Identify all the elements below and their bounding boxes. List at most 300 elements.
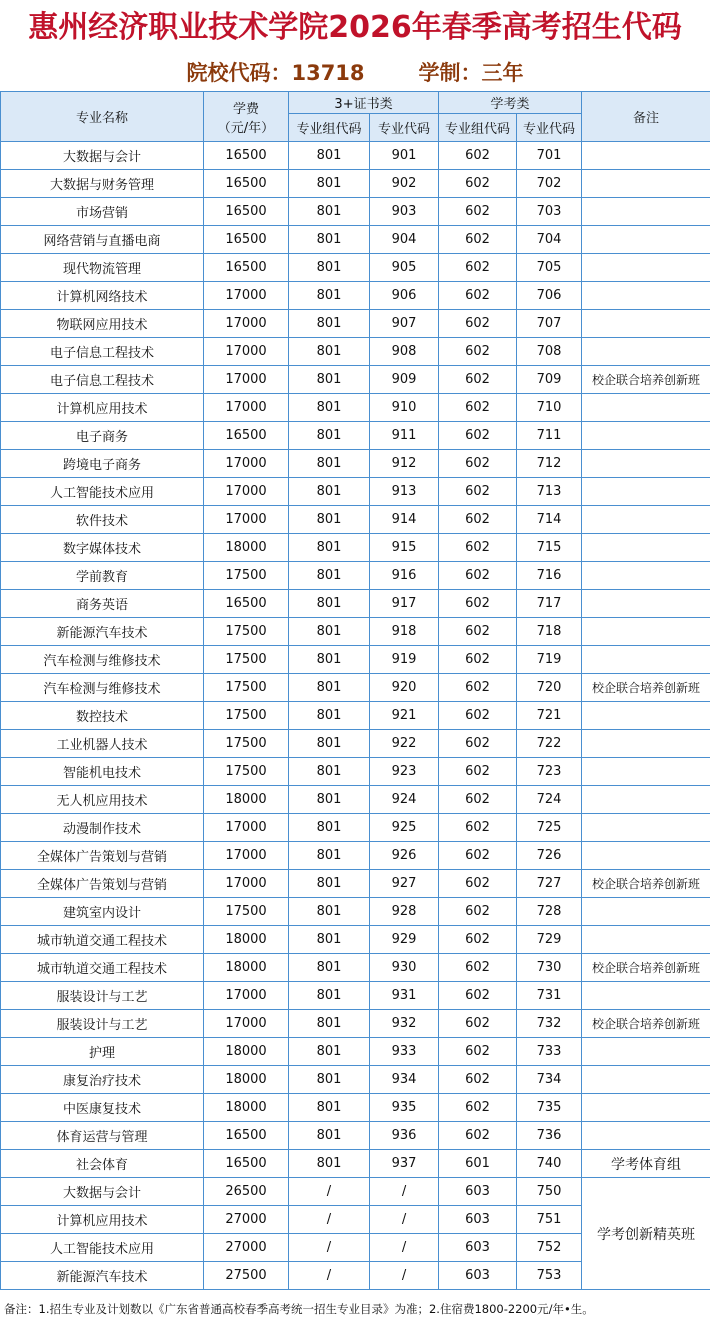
major-name-cell: 体育运营与管理 xyxy=(1,1122,204,1150)
study-group-code-cell: 602 xyxy=(439,394,517,422)
cert-group-code-cell: 801 xyxy=(289,1122,370,1150)
major-name-cell: 电子商务 xyxy=(1,422,204,450)
cert-group-code-cell: 801 xyxy=(289,1066,370,1094)
cert-group-code-cell: 801 xyxy=(289,1150,370,1178)
table-row xyxy=(1,758,710,786)
fee-cell: 27500 xyxy=(204,1262,289,1290)
cert-major-code-cell: 913 xyxy=(370,478,439,506)
cert-group-code-cell: 801 xyxy=(289,590,370,618)
study-group-code-cell: 602 xyxy=(439,954,517,982)
header-remark: 备注 xyxy=(582,92,710,142)
remark-cell xyxy=(582,478,710,506)
cert-group-code-cell: 801 xyxy=(289,702,370,730)
major-name-cell: 跨境电子商务 xyxy=(1,450,204,478)
remark-cell: 学考体育组 xyxy=(582,1150,710,1178)
cert-major-code-cell: 921 xyxy=(370,702,439,730)
study-group-code-cell: 602 xyxy=(439,338,517,366)
table-row xyxy=(1,562,710,590)
cert-major-code-cell: 935 xyxy=(370,1094,439,1122)
header-group-cert: 3+证书类 xyxy=(289,92,439,114)
fee-cell: 17000 xyxy=(204,394,289,422)
major-name-cell: 智能机电技术 xyxy=(1,758,204,786)
cert-major-code-cell: 934 xyxy=(370,1066,439,1094)
study-group-code-cell: 602 xyxy=(439,898,517,926)
fee-cell: 17500 xyxy=(204,562,289,590)
table-row xyxy=(1,198,710,226)
major-name-cell: 数字媒体技术 xyxy=(1,534,204,562)
header-group-study: 学考类 xyxy=(439,92,582,114)
table-row xyxy=(1,1150,710,1178)
cert-group-code-cell: 801 xyxy=(289,842,370,870)
header-cert-major-code: 专业代码 xyxy=(370,114,439,142)
study-group-code-cell: 602 xyxy=(439,646,517,674)
admission-code-table xyxy=(0,91,710,1290)
table-header xyxy=(1,92,710,142)
cert-major-code-cell: 922 xyxy=(370,730,439,758)
study-group-code-cell: 602 xyxy=(439,702,517,730)
study-group-code-cell: 602 xyxy=(439,142,517,170)
study-major-code-cell: 701 xyxy=(517,142,582,170)
table-row xyxy=(1,1010,710,1038)
study-major-code-cell: 717 xyxy=(517,590,582,618)
study-major-code-cell: 728 xyxy=(517,898,582,926)
table-row xyxy=(1,842,710,870)
remark-cell xyxy=(582,982,710,1010)
remark-cell: 校企联合培养创新班 xyxy=(582,366,710,394)
fee-cell: 17000 xyxy=(204,982,289,1010)
fee-cell: 27000 xyxy=(204,1206,289,1234)
remark-cell xyxy=(582,534,710,562)
study-group-code-cell: 602 xyxy=(439,674,517,702)
cert-group-code-cell: 801 xyxy=(289,226,370,254)
cert-group-code-cell: 801 xyxy=(289,954,370,982)
table-row xyxy=(1,870,710,898)
study-major-code-cell: 725 xyxy=(517,814,582,842)
fee-cell: 17000 xyxy=(204,478,289,506)
study-major-code-cell: 716 xyxy=(517,562,582,590)
study-major-code-cell: 718 xyxy=(517,618,582,646)
remark-cell-merged: 学考创新精英班 xyxy=(582,1178,710,1290)
study-major-code-cell: 708 xyxy=(517,338,582,366)
cert-group-code-cell: 801 xyxy=(289,870,370,898)
cert-major-code-cell: 927 xyxy=(370,870,439,898)
cert-major-code-cell: 908 xyxy=(370,338,439,366)
table-row xyxy=(1,814,710,842)
cert-major-code-cell: 929 xyxy=(370,926,439,954)
table-row xyxy=(1,394,710,422)
cert-group-code-cell: 801 xyxy=(289,422,370,450)
cert-major-code-cell: 901 xyxy=(370,142,439,170)
study-group-code-cell: 602 xyxy=(439,534,517,562)
fee-cell: 27000 xyxy=(204,1234,289,1262)
study-major-code-cell: 753 xyxy=(517,1262,582,1290)
study-major-code-cell: 715 xyxy=(517,534,582,562)
study-major-code-cell: 735 xyxy=(517,1094,582,1122)
study-major-code-cell: 719 xyxy=(517,646,582,674)
fee-cell: 17000 xyxy=(204,506,289,534)
cert-major-code-cell: 918 xyxy=(370,618,439,646)
fee-cell: 17500 xyxy=(204,758,289,786)
cert-group-code-cell: 801 xyxy=(289,646,370,674)
fee-cell: 17500 xyxy=(204,646,289,674)
study-major-code-cell: 752 xyxy=(517,1234,582,1262)
fee-cell: 16500 xyxy=(204,590,289,618)
header-study-major-code: 专业代码 xyxy=(517,114,582,142)
major-name-cell: 数控技术 xyxy=(1,702,204,730)
table-row xyxy=(1,898,710,926)
table-row xyxy=(1,926,710,954)
fee-cell: 16500 xyxy=(204,1150,289,1178)
cert-group-code-cell: 801 xyxy=(289,254,370,282)
remark-cell xyxy=(582,450,710,478)
fee-cell: 17500 xyxy=(204,674,289,702)
major-name-cell: 城市轨道交通工程技术 xyxy=(1,954,204,982)
cert-major-code-cell: 923 xyxy=(370,758,439,786)
fee-cell: 16500 xyxy=(204,254,289,282)
major-name-cell: 新能源汽车技术 xyxy=(1,618,204,646)
remark-cell xyxy=(582,1094,710,1122)
major-name-cell: 服装设计与工艺 xyxy=(1,1010,204,1038)
cert-group-code-cell: 801 xyxy=(289,898,370,926)
cert-major-code-cell: 920 xyxy=(370,674,439,702)
cert-major-code-cell: 932 xyxy=(370,1010,439,1038)
table-row xyxy=(1,310,710,338)
major-name-cell: 全媒体广告策划与营销 xyxy=(1,870,204,898)
fee-cell: 16500 xyxy=(204,1122,289,1150)
table-row xyxy=(1,786,710,814)
cert-major-code-cell: 916 xyxy=(370,562,439,590)
header-study-group-code: 专业组代码 xyxy=(439,114,517,142)
study-major-code-cell: 740 xyxy=(517,1150,582,1178)
study-group-code-cell: 602 xyxy=(439,730,517,758)
table-row xyxy=(1,450,710,478)
cert-group-code-cell: 801 xyxy=(289,142,370,170)
cert-major-code-cell: 936 xyxy=(370,1122,439,1150)
cert-group-code-cell: 801 xyxy=(289,394,370,422)
cert-group-code-cell: 801 xyxy=(289,534,370,562)
major-name-cell: 新能源汽车技术 xyxy=(1,1262,204,1290)
table-row xyxy=(1,1066,710,1094)
major-name-cell: 计算机应用技术 xyxy=(1,1206,204,1234)
study-major-code-cell: 723 xyxy=(517,758,582,786)
study-group-code-cell: 602 xyxy=(439,226,517,254)
study-major-code-cell: 731 xyxy=(517,982,582,1010)
cert-major-code-cell: 924 xyxy=(370,786,439,814)
cert-group-code-cell: 801 xyxy=(289,758,370,786)
cert-group-code-cell: 801 xyxy=(289,730,370,758)
table-row xyxy=(1,366,710,394)
remark-cell xyxy=(582,730,710,758)
fee-cell: 17000 xyxy=(204,338,289,366)
major-name-cell: 商务英语 xyxy=(1,590,204,618)
header-fee-unit: （元/年） xyxy=(217,120,275,136)
study-major-code-cell: 707 xyxy=(517,310,582,338)
cert-group-code-cell: / xyxy=(289,1234,370,1262)
major-name-cell: 市场营销 xyxy=(1,198,204,226)
table-row xyxy=(1,1178,710,1206)
cert-group-code-cell: 801 xyxy=(289,282,370,310)
major-name-cell: 现代物流管理 xyxy=(1,254,204,282)
major-name-cell: 网络营销与直播电商 xyxy=(1,226,204,254)
remark-cell xyxy=(582,590,710,618)
table-row xyxy=(1,590,710,618)
fee-cell: 18000 xyxy=(204,1094,289,1122)
cert-group-code-cell: 801 xyxy=(289,786,370,814)
study-group-code-cell: 602 xyxy=(439,506,517,534)
study-major-code-cell: 706 xyxy=(517,282,582,310)
remark-cell xyxy=(582,254,710,282)
study-major-code-cell: 726 xyxy=(517,842,582,870)
remark-cell xyxy=(582,338,710,366)
study-group-code-cell: 602 xyxy=(439,926,517,954)
table-row xyxy=(1,730,710,758)
major-name-cell: 护理 xyxy=(1,1038,204,1066)
table-row xyxy=(1,982,710,1010)
cert-group-code-cell: 801 xyxy=(289,310,370,338)
study-group-code-cell: 602 xyxy=(439,450,517,478)
remark-cell xyxy=(582,786,710,814)
study-group-code-cell: 602 xyxy=(439,478,517,506)
major-name-cell: 人工智能技术应用 xyxy=(1,1234,204,1262)
major-name-cell: 电子信息工程技术 xyxy=(1,338,204,366)
cert-group-code-cell: / xyxy=(289,1206,370,1234)
table-row xyxy=(1,338,710,366)
fee-cell: 26500 xyxy=(204,1178,289,1206)
table-row xyxy=(1,646,710,674)
study-major-code-cell: 711 xyxy=(517,422,582,450)
study-major-code-cell: 736 xyxy=(517,1122,582,1150)
study-duration: 学制：三年 xyxy=(418,61,524,85)
cert-group-code-cell: 801 xyxy=(289,198,370,226)
fee-cell: 18000 xyxy=(204,786,289,814)
fee-cell: 17000 xyxy=(204,310,289,338)
remark-cell xyxy=(582,618,710,646)
remark-cell xyxy=(582,226,710,254)
major-name-cell: 全媒体广告策划与营销 xyxy=(1,842,204,870)
study-group-code-cell: 602 xyxy=(439,842,517,870)
fee-cell: 16500 xyxy=(204,198,289,226)
cert-major-code-cell: / xyxy=(370,1206,439,1234)
major-name-cell: 软件技术 xyxy=(1,506,204,534)
major-name-cell: 无人机应用技术 xyxy=(1,786,204,814)
study-major-code-cell: 713 xyxy=(517,478,582,506)
cert-major-code-cell: 931 xyxy=(370,982,439,1010)
study-group-code-cell: 602 xyxy=(439,310,517,338)
remark-cell xyxy=(582,646,710,674)
study-major-code-cell: 704 xyxy=(517,226,582,254)
remark-cell xyxy=(582,142,710,170)
study-major-code-cell: 750 xyxy=(517,1178,582,1206)
fee-cell: 18000 xyxy=(204,534,289,562)
remark-cell: 校企联合培养创新班 xyxy=(582,1010,710,1038)
cert-major-code-cell: / xyxy=(370,1178,439,1206)
remark-cell xyxy=(582,926,710,954)
major-name-cell: 服装设计与工艺 xyxy=(1,982,204,1010)
remark-cell xyxy=(582,1122,710,1150)
study-group-code-cell: 603 xyxy=(439,1206,517,1234)
cert-major-code-cell: 909 xyxy=(370,366,439,394)
major-name-cell: 大数据与会计 xyxy=(1,142,204,170)
cert-major-code-cell: 911 xyxy=(370,422,439,450)
table-row xyxy=(1,702,710,730)
remark-cell xyxy=(582,814,710,842)
remark-cell xyxy=(582,198,710,226)
remark-cell xyxy=(582,394,710,422)
study-major-code-cell: 730 xyxy=(517,954,582,982)
fee-cell: 17500 xyxy=(204,898,289,926)
table-row xyxy=(1,142,710,170)
cert-major-code-cell: 905 xyxy=(370,254,439,282)
major-name-cell: 汽车检测与维修技术 xyxy=(1,674,204,702)
study-group-code-cell: 602 xyxy=(439,1066,517,1094)
fee-cell: 18000 xyxy=(204,1066,289,1094)
cert-group-code-cell: 801 xyxy=(289,814,370,842)
fee-cell: 18000 xyxy=(204,954,289,982)
remark-cell xyxy=(582,562,710,590)
study-major-code-cell: 705 xyxy=(517,254,582,282)
remark-cell xyxy=(582,842,710,870)
fee-cell: 17000 xyxy=(204,450,289,478)
study-group-code-cell: 602 xyxy=(439,786,517,814)
study-group-code-cell: 602 xyxy=(439,1038,517,1066)
remark-cell xyxy=(582,758,710,786)
major-name-cell: 社会体育 xyxy=(1,1150,204,1178)
study-major-code-cell: 710 xyxy=(517,394,582,422)
cert-major-code-cell: 902 xyxy=(370,170,439,198)
fee-cell: 18000 xyxy=(204,926,289,954)
table-row xyxy=(1,674,710,702)
study-major-code-cell: 724 xyxy=(517,786,582,814)
school-code: 院校代码：13718 xyxy=(186,61,365,85)
fee-cell: 18000 xyxy=(204,1038,289,1066)
cert-major-code-cell: 937 xyxy=(370,1150,439,1178)
fee-cell: 17000 xyxy=(204,870,289,898)
cert-major-code-cell: 925 xyxy=(370,814,439,842)
study-group-code-cell: 602 xyxy=(439,982,517,1010)
study-major-code-cell: 727 xyxy=(517,870,582,898)
table-row xyxy=(1,618,710,646)
study-major-code-cell: 720 xyxy=(517,674,582,702)
remark-cell: 校企联合培养创新班 xyxy=(582,870,710,898)
major-name-cell: 中医康复技术 xyxy=(1,1094,204,1122)
cert-group-code-cell: 801 xyxy=(289,170,370,198)
remark-cell xyxy=(582,282,710,310)
study-group-code-cell: 602 xyxy=(439,758,517,786)
remark-cell xyxy=(582,702,710,730)
remark-cell: 校企联合培养创新班 xyxy=(582,954,710,982)
cert-group-code-cell: 801 xyxy=(289,506,370,534)
major-name-cell: 建筑室内设计 xyxy=(1,898,204,926)
cert-group-code-cell: / xyxy=(289,1178,370,1206)
cert-group-code-cell: 801 xyxy=(289,1010,370,1038)
study-group-code-cell: 602 xyxy=(439,366,517,394)
study-major-code-cell: 729 xyxy=(517,926,582,954)
study-group-code-cell: 601 xyxy=(439,1150,517,1178)
study-group-code-cell: 602 xyxy=(439,1010,517,1038)
table-row xyxy=(1,1122,710,1150)
table-row xyxy=(1,254,710,282)
study-group-code-cell: 603 xyxy=(439,1178,517,1206)
major-name-cell: 动漫制作技术 xyxy=(1,814,204,842)
fee-cell: 17000 xyxy=(204,282,289,310)
remark-cell xyxy=(582,1038,710,1066)
study-group-code-cell: 603 xyxy=(439,1234,517,1262)
major-name-cell: 汽车检测与维修技术 xyxy=(1,646,204,674)
study-group-code-cell: 602 xyxy=(439,254,517,282)
study-major-code-cell: 734 xyxy=(517,1066,582,1094)
cert-group-code-cell: 801 xyxy=(289,982,370,1010)
fee-cell: 16500 xyxy=(204,170,289,198)
study-group-code-cell: 602 xyxy=(439,170,517,198)
table-row xyxy=(1,422,710,450)
remark-cell xyxy=(582,310,710,338)
remark-cell: 校企联合培养创新班 xyxy=(582,674,710,702)
page-title: 惠州经济职业技术学院2026年春季高考招生代码 xyxy=(28,10,682,45)
cert-group-code-cell: / xyxy=(289,1262,370,1290)
fee-cell: 17000 xyxy=(204,366,289,394)
study-group-code-cell: 602 xyxy=(439,1094,517,1122)
fee-cell: 16500 xyxy=(204,422,289,450)
fee-cell: 17000 xyxy=(204,814,289,842)
table-row xyxy=(1,1038,710,1066)
major-name-cell: 城市轨道交通工程技术 xyxy=(1,926,204,954)
remark-cell xyxy=(582,506,710,534)
cert-major-code-cell: 904 xyxy=(370,226,439,254)
cert-major-code-cell: 926 xyxy=(370,842,439,870)
cert-group-code-cell: 801 xyxy=(289,1038,370,1066)
study-group-code-cell: 602 xyxy=(439,422,517,450)
major-name-cell: 大数据与会计 xyxy=(1,1178,204,1206)
header-major-name: 专业名称 xyxy=(1,92,204,142)
remark-cell xyxy=(582,170,710,198)
study-major-code-cell: 751 xyxy=(517,1206,582,1234)
study-group-code-cell: 602 xyxy=(439,870,517,898)
cert-major-code-cell: 933 xyxy=(370,1038,439,1066)
subtitle xyxy=(0,56,710,90)
table-row xyxy=(1,534,710,562)
remark-cell xyxy=(582,898,710,926)
cert-major-code-cell: 930 xyxy=(370,954,439,982)
cert-group-code-cell: 801 xyxy=(289,674,370,702)
remark-cell xyxy=(582,1066,710,1094)
study-group-code-cell: 602 xyxy=(439,282,517,310)
table-row xyxy=(1,478,710,506)
header-fee-label: 学费 xyxy=(232,101,259,117)
table-row xyxy=(1,170,710,198)
major-name-cell: 大数据与财务管理 xyxy=(1,170,204,198)
major-name-cell: 学前教育 xyxy=(1,562,204,590)
major-name-cell: 人工智能技术应用 xyxy=(1,478,204,506)
major-name-cell: 电子信息工程技术 xyxy=(1,366,204,394)
fee-cell: 17000 xyxy=(204,1010,289,1038)
cert-group-code-cell: 801 xyxy=(289,366,370,394)
major-name-cell: 物联网应用技术 xyxy=(1,310,204,338)
cert-major-code-cell: / xyxy=(370,1262,439,1290)
study-group-code-cell: 602 xyxy=(439,618,517,646)
major-name-cell: 工业机器人技术 xyxy=(1,730,204,758)
fee-cell: 17500 xyxy=(204,702,289,730)
study-group-code-cell: 602 xyxy=(439,814,517,842)
cert-major-code-cell: 910 xyxy=(370,394,439,422)
cert-group-code-cell: 801 xyxy=(289,618,370,646)
study-major-code-cell: 703 xyxy=(517,198,582,226)
study-major-code-cell: 733 xyxy=(517,1038,582,1066)
study-major-code-cell: 722 xyxy=(517,730,582,758)
cert-major-code-cell: 915 xyxy=(370,534,439,562)
footnote: 备注：1.招生专业及计划数以《广东省普通高校春季高考统一招生专业目录》为准；2.住宿费1800-2200元/年•生。 xyxy=(4,1302,594,1316)
cert-group-code-cell: 801 xyxy=(289,450,370,478)
fee-cell: 17500 xyxy=(204,618,289,646)
